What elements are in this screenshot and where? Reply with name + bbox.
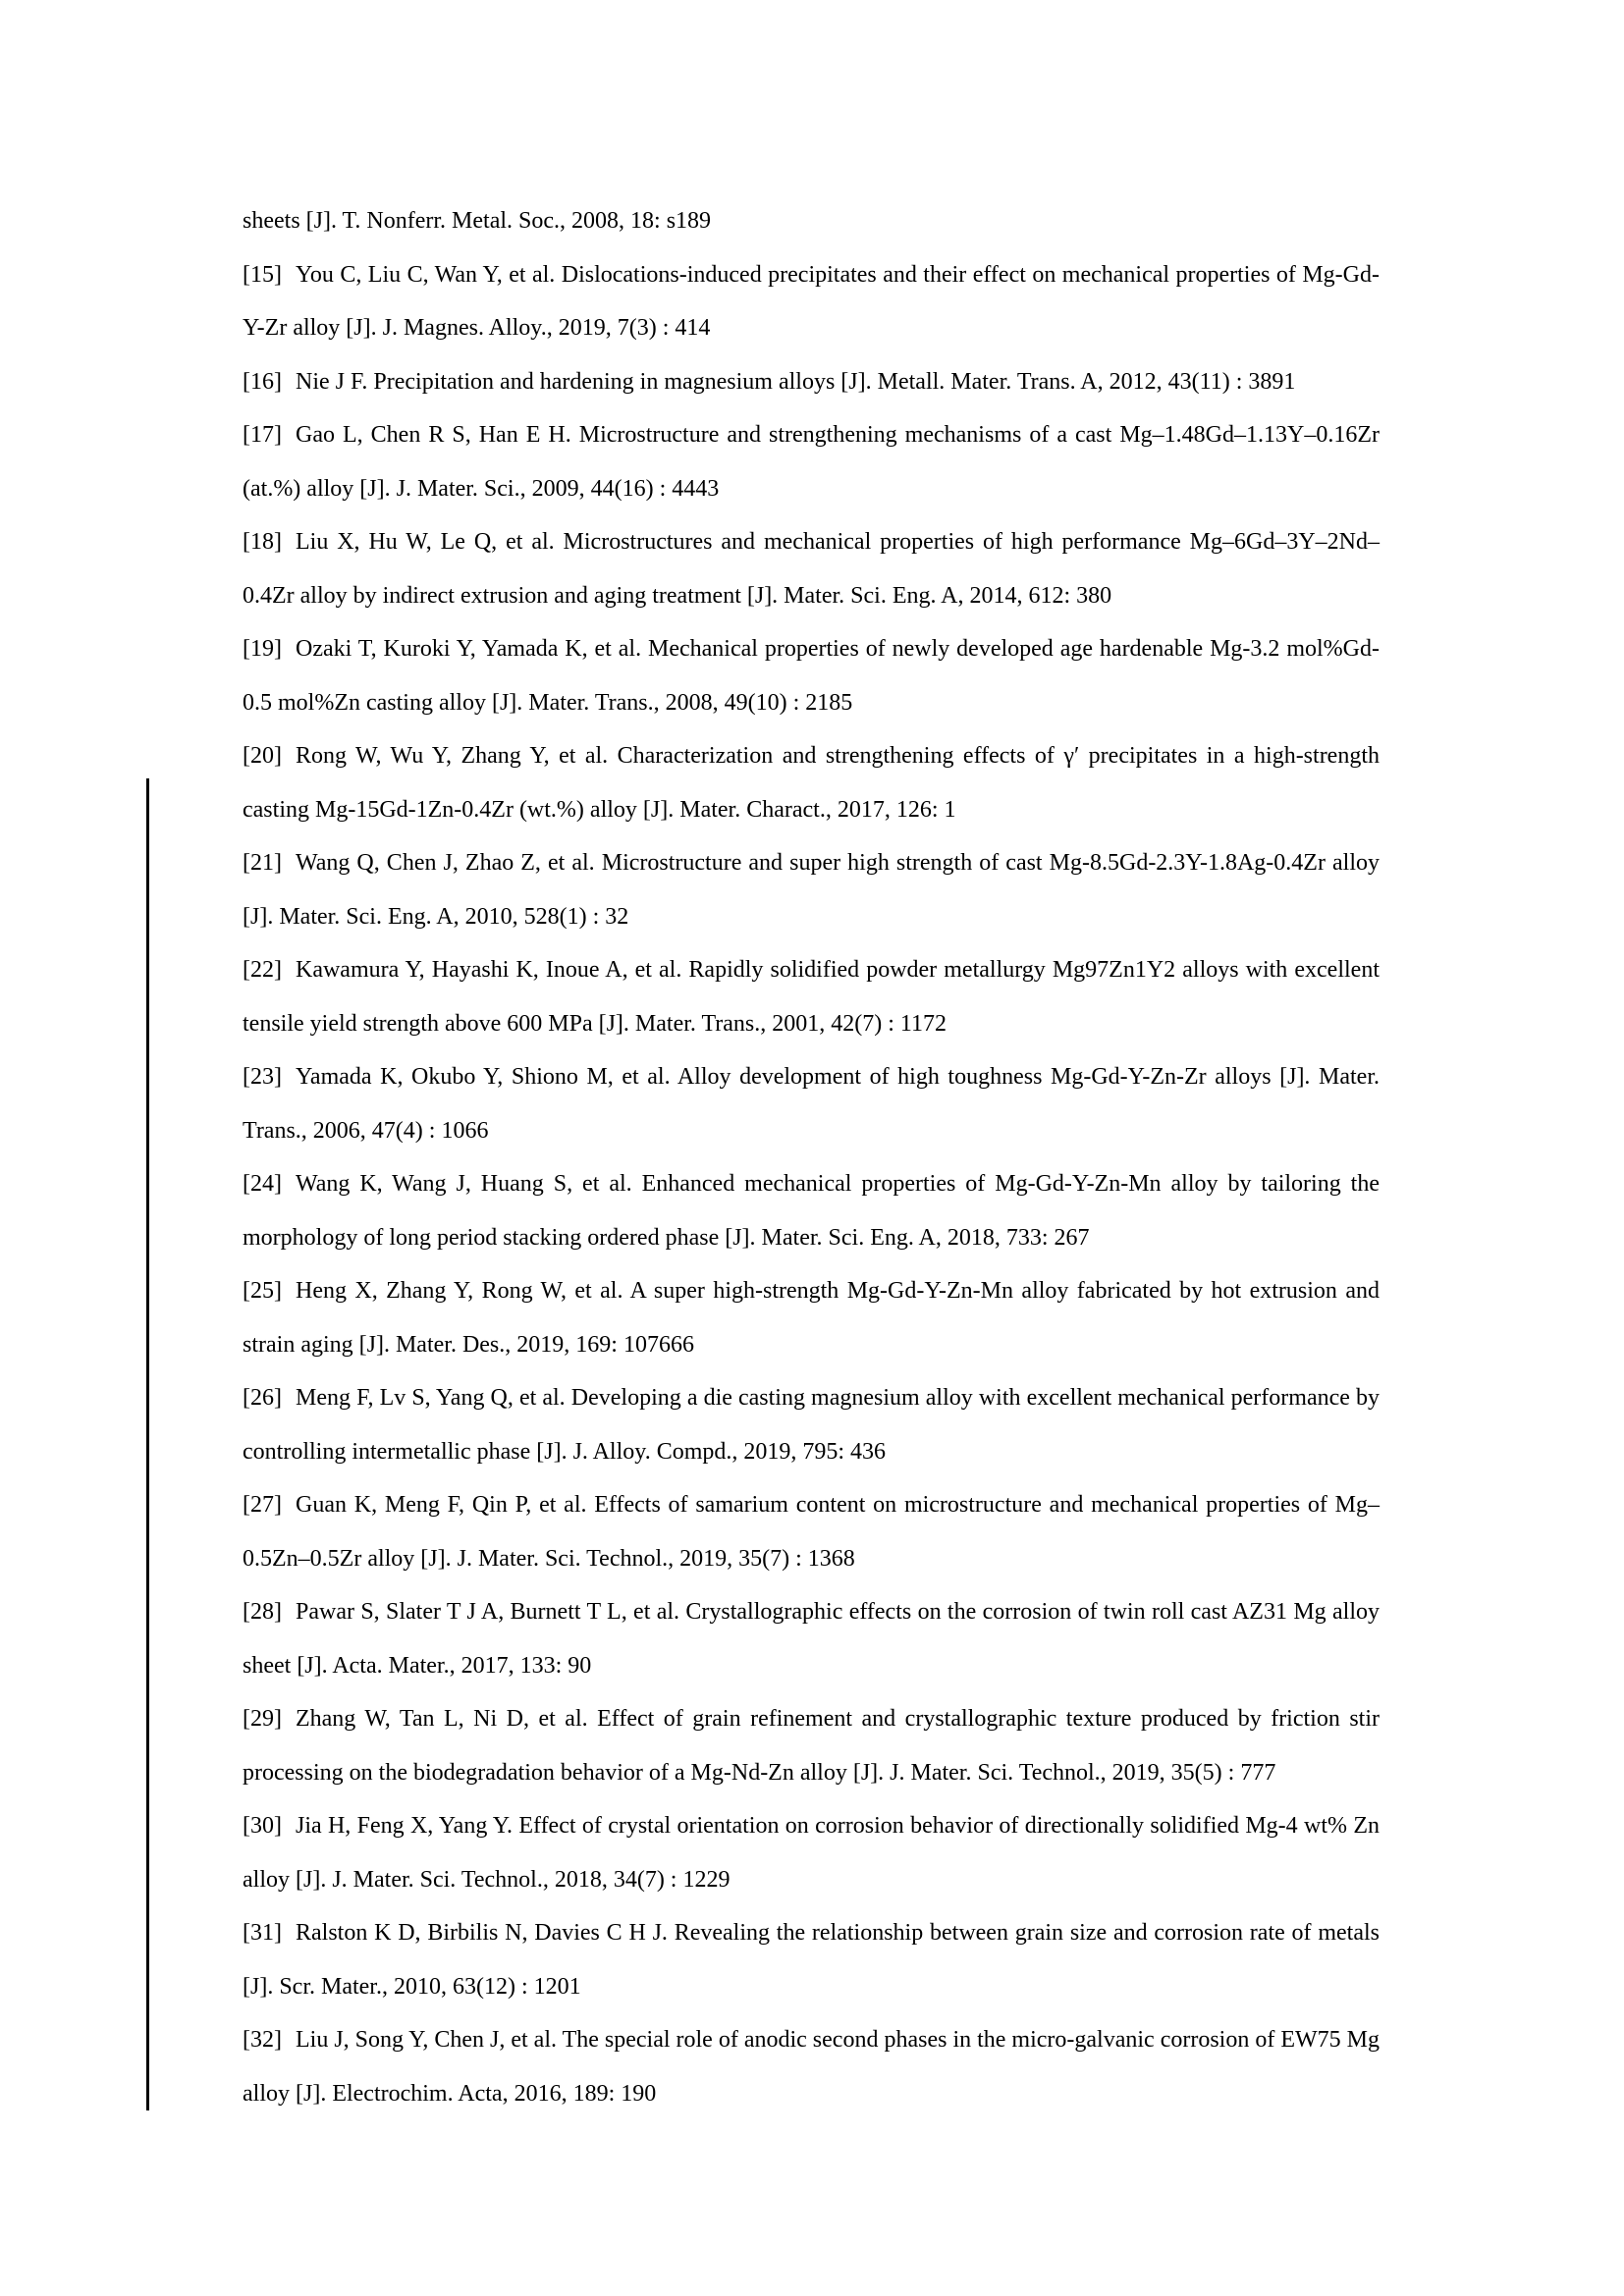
reference-text: Yamada K, Okubo Y, Shiono M, et al. Alloy development of high toughness Mg-Gd-Y-Zn-Zr alloys [J]. Mater. Trans., 2006, 47(4) : 1066 — [243, 1064, 1380, 1144]
reference-entry — [243, 1157, 1380, 1264]
reference-entry — [243, 2013, 1380, 2120]
reference-text: Liu X, Hu W, Le Q, et al. Microstructures and mechanical properties of high performance Mg–6Gd–3Y–2Nd–0.4Zr alloy by indirect extrusion and aging treatment [J]. Mater. Sci. Eng. A, 2014, 612: 380 — [243, 529, 1380, 609]
reference-text: Kawamura Y, Hayashi K, Inoue A, et al. Rapidly solidified powder metallurgy Mg97Zn1Y2 alloys with excellent tensile yield strength above 600 MPa [J]. Mater. Trans., 2001, 42(7) : 1172 — [243, 957, 1380, 1037]
reference-number: [25] — [243, 1278, 282, 1304]
reference-number: [20] — [243, 743, 282, 769]
revision-change-bar — [146, 778, 149, 2110]
reference-entry — [243, 1692, 1380, 1799]
reference-text: Jia H, Feng X, Yang Y. Effect of crystal orientation on corrosion behavior of directionally solidified Mg-4 wt% Zn alloy [J]. J. Mater. Sci. Technol., 2018, 34(7) : 1229 — [243, 1813, 1380, 1893]
reference-text: Rong W, Wu Y, Zhang Y, et al. Characterization and strengthening effects of γ′ precipitates in a high-strength casting Mg-15Gd-1Zn-0.4Zr (wt.%) alloy [J]. Mater. Charact., 2017, 126: 1 — [243, 743, 1380, 823]
reference-text: Zhang W, Tan L, Ni D, et al. Effect of grain refinement and crystallographic texture produced by friction stir processing on the biodegradation behavior of a Mg-Nd-Zn alloy [J]. J. Mater. Sci. Technol., 2019, 35(5) : 777 — [243, 1706, 1380, 1786]
reference-entry — [243, 943, 1380, 1050]
reference-number: [31] — [243, 1920, 282, 1946]
reference-entry — [243, 355, 1380, 409]
reference-number: [32] — [243, 2027, 282, 2053]
reference-number: [21] — [243, 850, 282, 876]
reference-entry — [243, 1585, 1380, 1692]
reference-entry — [243, 1478, 1380, 1585]
references-list — [243, 194, 1380, 2120]
reference-text: Ralston K D, Birbilis N, Davies C H J. Revealing the relationship between grain size and corrosion rate of metals [J]. Scr. Mater., 2010, 63(12) : 1201 — [243, 1920, 1380, 2000]
reference-number: [17] — [243, 422, 282, 448]
reference-text: Nie J F. Precipitation and hardening in magnesium alloys [J]. Metall. Mater. Trans. A, 2012, 43(11) : 3891 — [295, 368, 1296, 395]
reference-number: [15] — [243, 261, 282, 288]
reference-text: Guan K, Meng F, Qin P, et al. Effects of samarium content on microstructure and mechanical properties of Mg–0.5Zn–0.5Zr alloy [J]. J. Mater. Sci. Technol., 2019, 35(7) : 1368 — [243, 1492, 1380, 1572]
reference-number: [19] — [243, 636, 282, 662]
reference-text: sheets [J]. T. Nonferr. Metal. Soc., 2008, 18: s189 — [243, 208, 712, 234]
reference-entry — [243, 1906, 1380, 2013]
reference-entry — [243, 1050, 1380, 1157]
reference-number: [24] — [243, 1171, 282, 1197]
reference-entry — [243, 622, 1380, 729]
reference-text: Pawar S, Slater T J A, Burnett T L, et al. Crystallographic effects on the corrosion of twin roll cast AZ31 Mg alloy sheet [J]. Acta. Mater., 2017, 133: 90 — [243, 1599, 1380, 1679]
reference-entry — [243, 1799, 1380, 1906]
reference-number: [16] — [243, 368, 282, 395]
reference-entry — [243, 1371, 1380, 1478]
reference-number: [29] — [243, 1706, 282, 1732]
reference-number: [22] — [243, 957, 282, 983]
reference-number: [26] — [243, 1385, 282, 1411]
reference-text: Heng X, Zhang Y, Rong W, et al. A super high-strength Mg-Gd-Y-Zn-Mn alloy fabricated by hot extrusion and strain aging [J]. Mater. Des., 2019, 169: 107666 — [243, 1278, 1380, 1358]
reference-entry — [243, 248, 1380, 355]
reference-text: You C, Liu C, Wan Y, et al. Dislocations-induced precipitates and their effect on mechanical properties of Mg-Gd-Y-Zr alloy [J]. J. Magnes. Alloy., 2019, 7(3) : 414 — [243, 261, 1380, 341]
reference-entry — [243, 836, 1380, 943]
reference-number: [30] — [243, 1813, 282, 1839]
reference-entry — [243, 408, 1380, 515]
reference-entry — [243, 1264, 1380, 1371]
reference-text: Wang K, Wang J, Huang S, et al. Enhanced mechanical properties of Mg-Gd-Y-Zn-Mn alloy by tailoring the morphology of long period stacking ordered phase [J]. Mater. Sci. Eng. A, 2018, 733: 267 — [243, 1171, 1380, 1251]
reference-number: [23] — [243, 1064, 282, 1090]
reference-text: Wang Q, Chen J, Zhao Z, et al. Microstructure and super high strength of cast Mg-8.5Gd-2.3Y-1.8Ag-0.4Zr alloy [J]. Mater. Sci. Eng. A, 2010, 528(1) : 32 — [243, 850, 1380, 930]
reference-text: Liu J, Song Y, Chen J, et al. The special role of anodic second phases in the micro-galvanic corrosion of EW75 Mg alloy [J]. Electrochim. Acta, 2016, 189: 190 — [243, 2027, 1380, 2107]
reference-text: Gao L, Chen R S, Han E H. Microstructure and strengthening mechanisms of a cast Mg–1.48Gd–1.13Y–0.16Zr (at.%) alloy [J]. J. Mater. Sci., 2009, 44(16) : 4443 — [243, 422, 1380, 502]
reference-entry — [243, 515, 1380, 622]
reference-text: Meng F, Lv S, Yang Q, et al. Developing a die casting magnesium alloy with excellent mechanical performance by controlling intermetallic phase [J]. J. Alloy. Compd., 2019, 795: 436 — [243, 1385, 1380, 1465]
reference-entry — [243, 194, 1380, 248]
reference-number: [18] — [243, 529, 282, 555]
reference-text: Ozaki T, Kuroki Y, Yamada K, et al. Mechanical properties of newly developed age hardenable Mg-3.2 mol%Gd-0.5 mol%Zn casting alloy [J]. Mater. Trans., 2008, 49(10) : 2185 — [243, 636, 1380, 716]
reference-entry — [243, 729, 1380, 836]
reference-number: [28] — [243, 1599, 282, 1625]
reference-number: [27] — [243, 1492, 282, 1518]
